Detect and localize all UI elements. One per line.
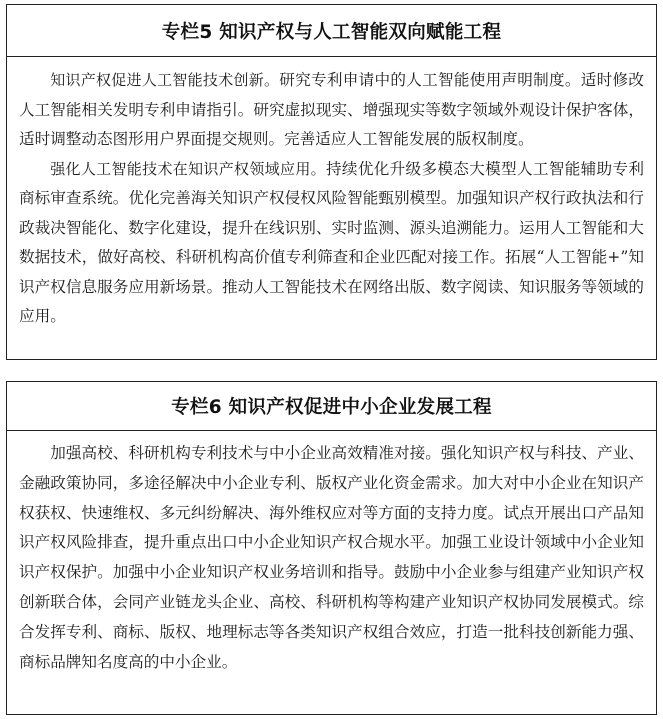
column-6-title: 专栏6 知识产权促进中小企业发展工程 <box>7 382 656 431</box>
column-5-body <box>7 57 656 332</box>
column-5-paragraph-2-lead: 强化人工智能技术在知识产权领域应用。 <box>50 159 326 178</box>
column-6-paragraph-1: 加强高校、科研机构专利技术与中小企业高效精准对接。强化知识产权与科技、产业、金融政策协同，多途径解决中小企业专利、版权产业化资金需求。加大对中小企业在知识产权获权、快速维权、多元纠纷解决、海外维权应对等方面的支持力度。试点开展出口产品知识产权风险排查，提升重点出口中小企业知识产权合规水平。加强工业设计领域中小企业知识产权保护。加强中小企业知识产权业务培训和指导。鼓励中小企业参与组建产业知识产权创新联合体，会同产业链龙头企业、高校、科研机构等构建产业知识产权协同发展模式。综合发挥专利、商标、版权、地理标志等各类知识产权组合效应，打造一批科技创新能力强、商标品牌知名度高的中小企业。 <box>19 444 644 671</box>
column-6-box <box>6 381 657 715</box>
column-5-paragraph-2-text: 持续优化升级多模态大模型人工智能辅助专利商标审查系统。优化完善海关知识产权侵权风险智能甄别模型。加强知识产权行政执法和行政裁决智能化、数字化建设，提升在线识别、实时监测、源头追溯能力。运用人工智能和大数据技术，做好高校、科研机构高价值专利筛查和企业匹配对接工作。拓展“人工智能+”知识产权信息服务应用新场景。推动人工智能技术在网络出版、数字阅读、知识服务等领域的应用。 <box>19 159 644 325</box>
column-5-paragraph-1-lead: 知识产权促进人工智能技术创新。 <box>50 71 280 89</box>
column-5-title: 专栏5 知识产权与人工智能双向赋能工程 <box>7 5 656 57</box>
column-6-body <box>7 431 656 677</box>
column-5-paragraph-2 <box>19 155 644 332</box>
column-5-box <box>6 4 657 360</box>
column-5-paragraph-1 <box>19 66 644 155</box>
column-5-paragraph-1-text: 研究专利申请中的人工智能使用声明制度。适时修改人工智能相关发明专利申请指引。研究虚拟现实、增强现实等数字领域外观设计保护客体，适时调整动态图形用户界面提交规则。完善适应人工智能发展的版权制度。 <box>19 71 644 148</box>
